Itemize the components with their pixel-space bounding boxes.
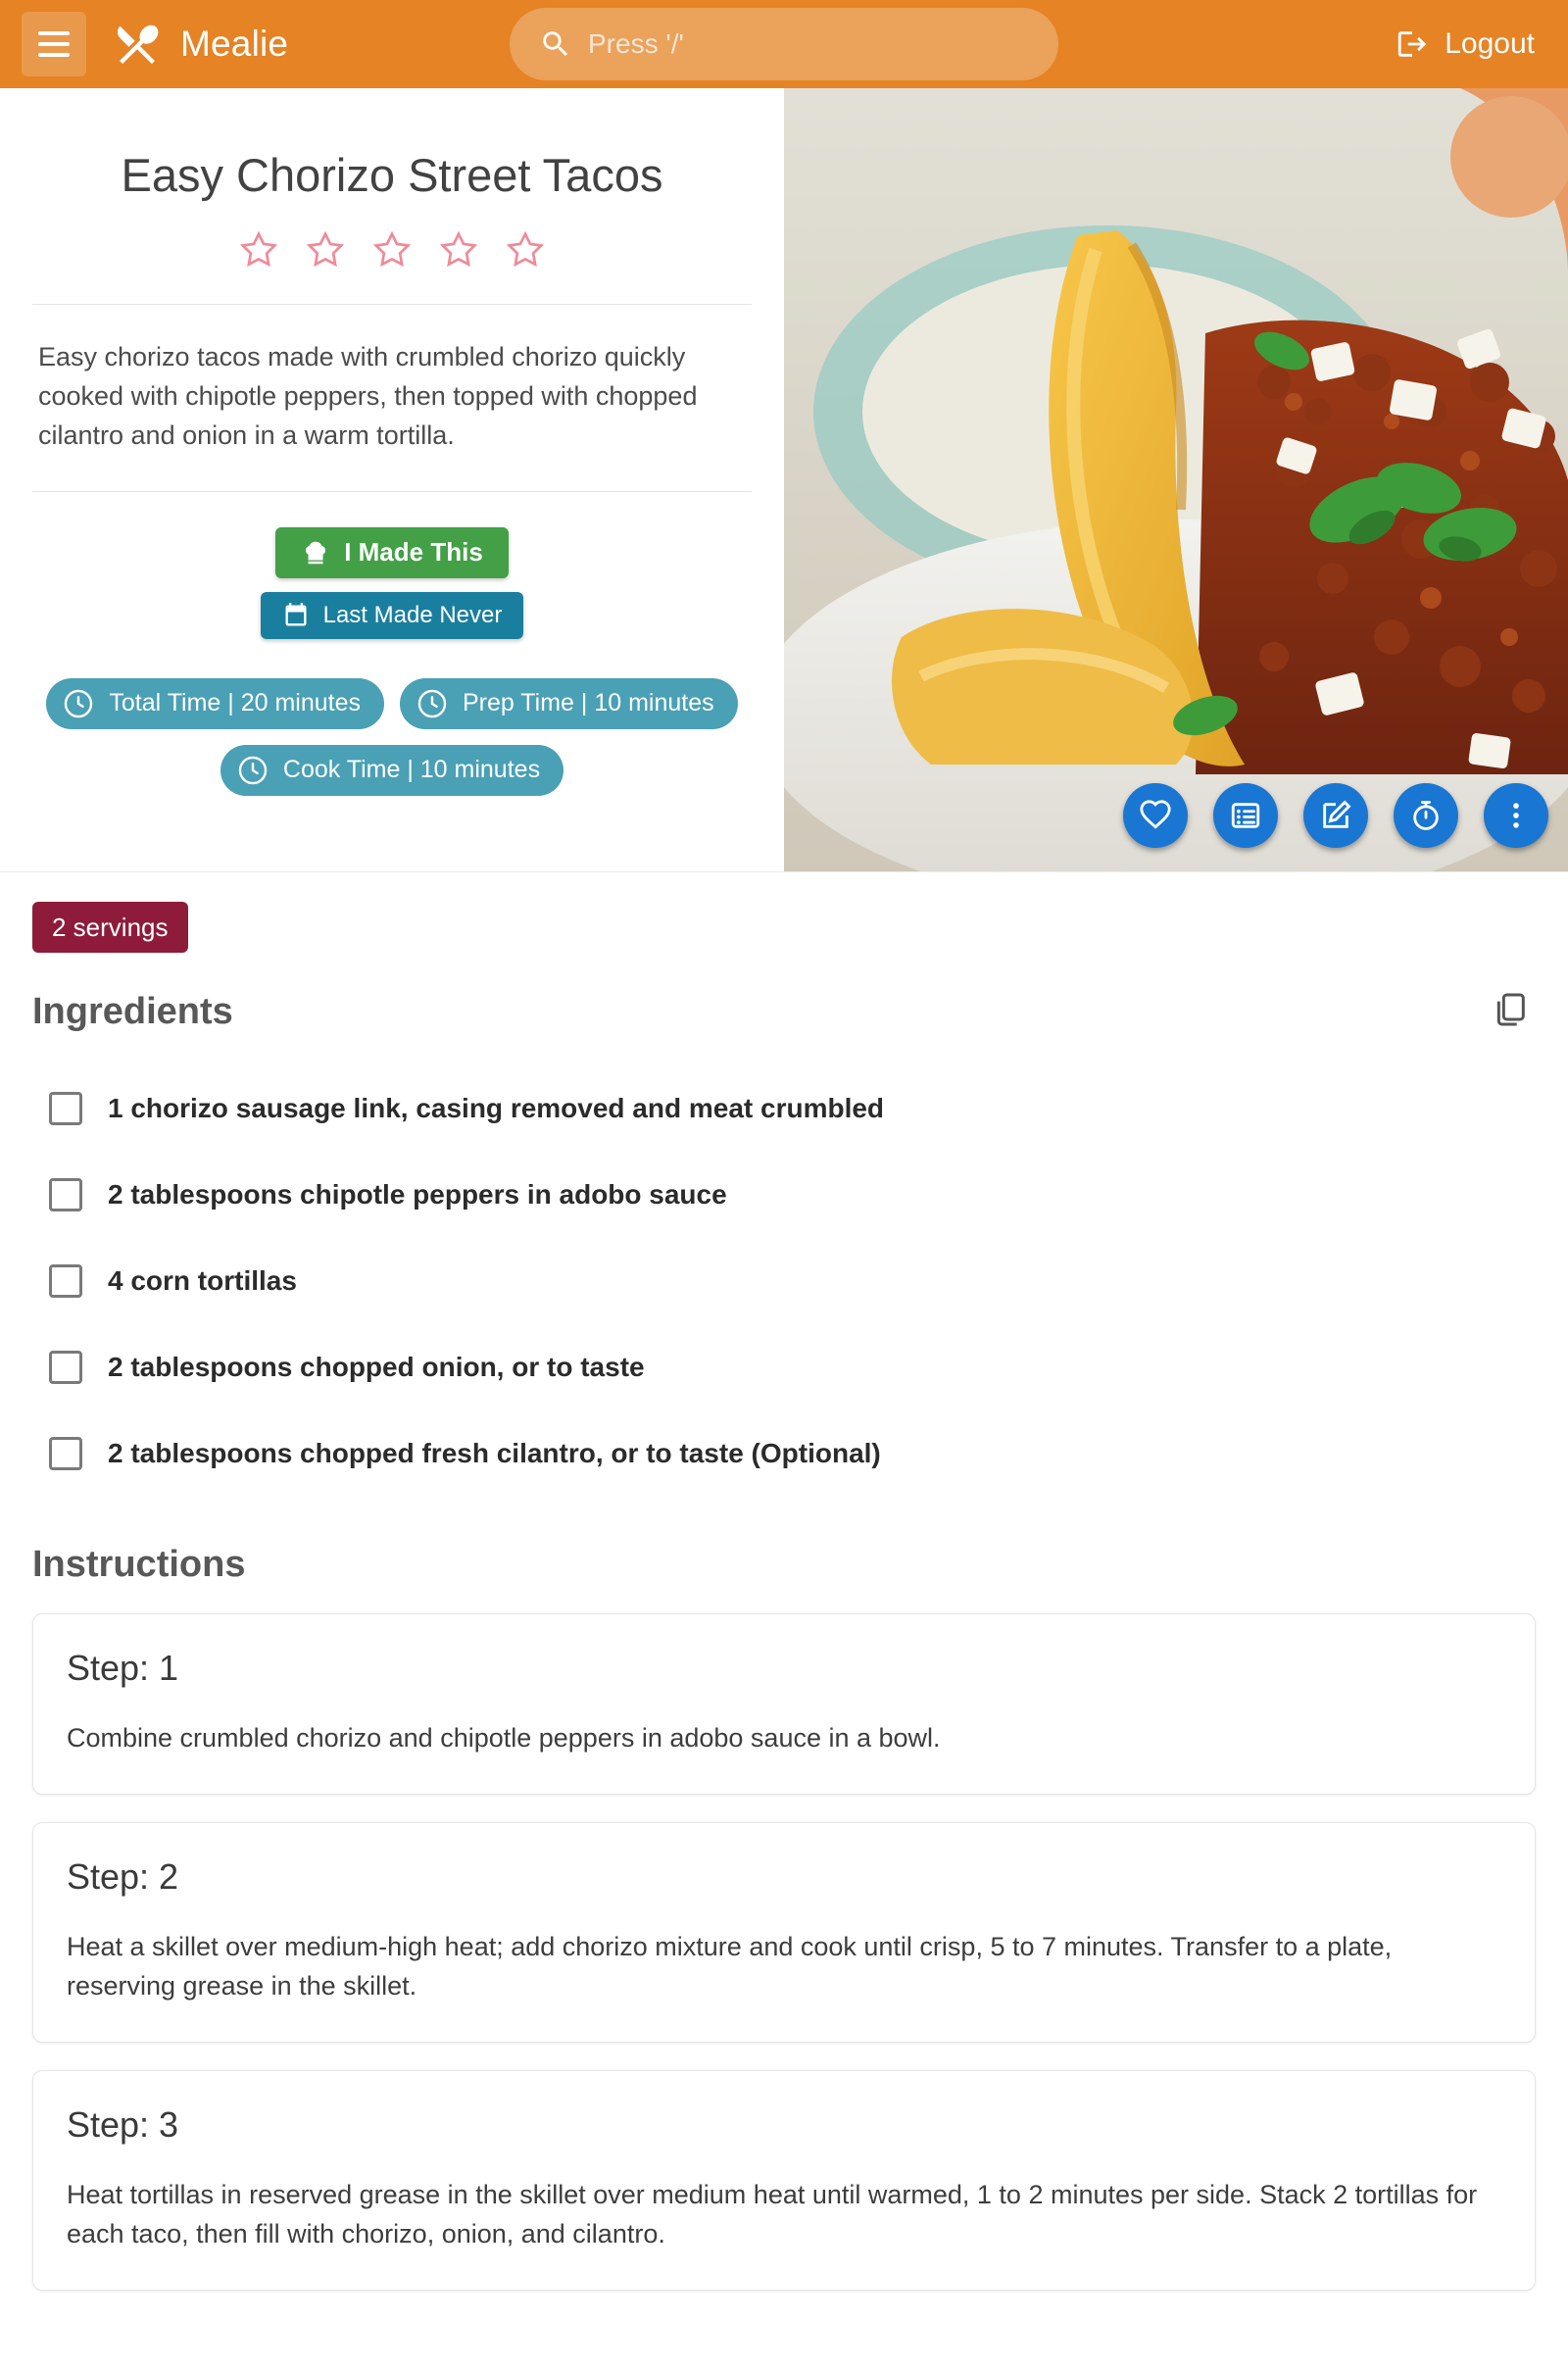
- star-icon-3[interactable]: [369, 227, 415, 272]
- i-made-this-button[interactable]: [275, 527, 509, 578]
- divider-bottom: [32, 491, 752, 492]
- taco-photo: [784, 88, 1568, 871]
- logout-button[interactable]: [1396, 27, 1535, 61]
- edit-icon[interactable]: [1303, 783, 1368, 848]
- star-icon-5[interactable]: [503, 227, 548, 272]
- page-title: Easy Chorizo Street Tacos: [121, 149, 663, 201]
- step-title: Step: 3: [67, 2103, 179, 2145]
- ingredient-checkbox[interactable]: [49, 1178, 82, 1211]
- time-chips: [32, 678, 752, 796]
- copy-icon[interactable]: [1485, 984, 1536, 1040]
- step-text: Heat tortillas in reserved grease in the skillet over medium heat until warmed, 1 to 2 minutes per side. Stack 2 tortillas for each taco, then fill with chorizo, onion, and cilantro.: [67, 2179, 1478, 2248]
- timer-icon[interactable]: [1394, 783, 1458, 848]
- last-made-label: Last Made Never: [322, 601, 503, 628]
- app-title: Mealie: [180, 24, 289, 64]
- recipe-image: [784, 88, 1568, 871]
- logout-icon: [1396, 27, 1429, 61]
- step-text: Combine crumbled chorizo and chipotle peppers in adobo sauce in a bowl.: [67, 1723, 941, 1753]
- step-title: Step: 2: [67, 1855, 179, 1897]
- star-icon-1[interactable]: [236, 227, 281, 272]
- search-icon: [539, 27, 572, 61]
- star-icon-4[interactable]: [436, 227, 481, 272]
- ingredients-heading: Ingredients: [32, 991, 233, 1032]
- search-placeholder: Press '/': [588, 28, 684, 59]
- recipe-hero: [0, 88, 1568, 872]
- list-item[interactable]: [49, 1324, 1536, 1410]
- prep-time-label: Prep Time | 10 minutes: [463, 689, 714, 717]
- ingredient-checkbox[interactable]: [49, 1092, 82, 1125]
- clock-icon: [416, 687, 449, 720]
- clock-icon: [62, 687, 95, 720]
- instructions-heading: Instructions: [32, 1544, 246, 1585]
- servings-badge: 2 servings: [32, 902, 188, 953]
- recipe-summary: [0, 88, 784, 871]
- instruction-step[interactable]: [32, 2070, 1536, 2291]
- total-time-label: Total Time | 20 minutes: [109, 689, 361, 717]
- hamburger-menu-icon[interactable]: [22, 12, 86, 76]
- ingredients-header: [0, 953, 1568, 1040]
- cook-time-chip: [220, 745, 564, 796]
- ingredient-label: 4 corn tortillas: [108, 1265, 297, 1296]
- i-made-this-label: I Made This: [344, 537, 483, 568]
- list-item[interactable]: [49, 1065, 1536, 1152]
- ingredient-label: 2 tablespoons chipotle peppers in adobo sauce: [108, 1179, 727, 1210]
- brand[interactable]: [112, 19, 288, 70]
- app-bar: [0, 0, 1568, 88]
- total-time-chip: [46, 678, 384, 729]
- fork-knife-logo-icon: [112, 19, 163, 70]
- last-made-button[interactable]: [261, 592, 524, 639]
- list-item[interactable]: [49, 1410, 1536, 1497]
- calendar-icon: [282, 602, 310, 629]
- servings-area: [0, 872, 1568, 953]
- prep-time-chip: [400, 678, 738, 729]
- cook-time-label: Cook Time | 10 minutes: [282, 756, 541, 784]
- shopping-list-icon[interactable]: [1213, 783, 1278, 848]
- ingredients-list: [0, 1040, 1568, 1497]
- recipe-action-buttons: [1123, 783, 1548, 848]
- list-item[interactable]: [49, 1152, 1536, 1238]
- ingredient-label: 2 tablespoons chopped fresh cilantro, or to taste (Optional): [108, 1438, 881, 1468]
- clock-icon: [236, 754, 270, 787]
- step-title: Step: 1: [67, 1648, 179, 1688]
- ingredient-label: 1 chorizo sausage link, casing removed and meat crumbled: [108, 1093, 885, 1123]
- ingredient-checkbox[interactable]: [49, 1264, 82, 1298]
- made-actions: [32, 527, 752, 639]
- logout-label: Logout: [1445, 27, 1535, 60]
- favorite-heart-icon[interactable]: [1123, 783, 1188, 848]
- instructions-header: [0, 1497, 1568, 1586]
- ingredient-checkbox[interactable]: [49, 1351, 82, 1384]
- step-text: Heat a skillet over medium-high heat; add chorizo mixture and cook until crisp, 5 to 7 minutes. Transfer to a plate, reserving grease in the skillet.: [67, 1931, 1393, 2001]
- ingredient-label: 2 tablespoons chopped onion, or to taste: [108, 1352, 645, 1382]
- list-item[interactable]: [49, 1238, 1536, 1324]
- search-input[interactable]: [510, 8, 1058, 80]
- ingredient-checkbox[interactable]: [49, 1437, 82, 1470]
- rating-stars[interactable]: [32, 227, 752, 272]
- recipe-description: Easy chorizo tacos made with crumbled chorizo quickly cooked with chipotle peppers, then topped with chopped cilantro and onion in a warm tortilla.: [38, 342, 698, 450]
- instruction-step[interactable]: [32, 1613, 1536, 1795]
- chef-hat-icon: [301, 538, 330, 568]
- more-vertical-icon[interactable]: [1484, 783, 1548, 848]
- star-icon-2[interactable]: [303, 227, 348, 272]
- instruction-step[interactable]: [32, 1822, 1536, 2043]
